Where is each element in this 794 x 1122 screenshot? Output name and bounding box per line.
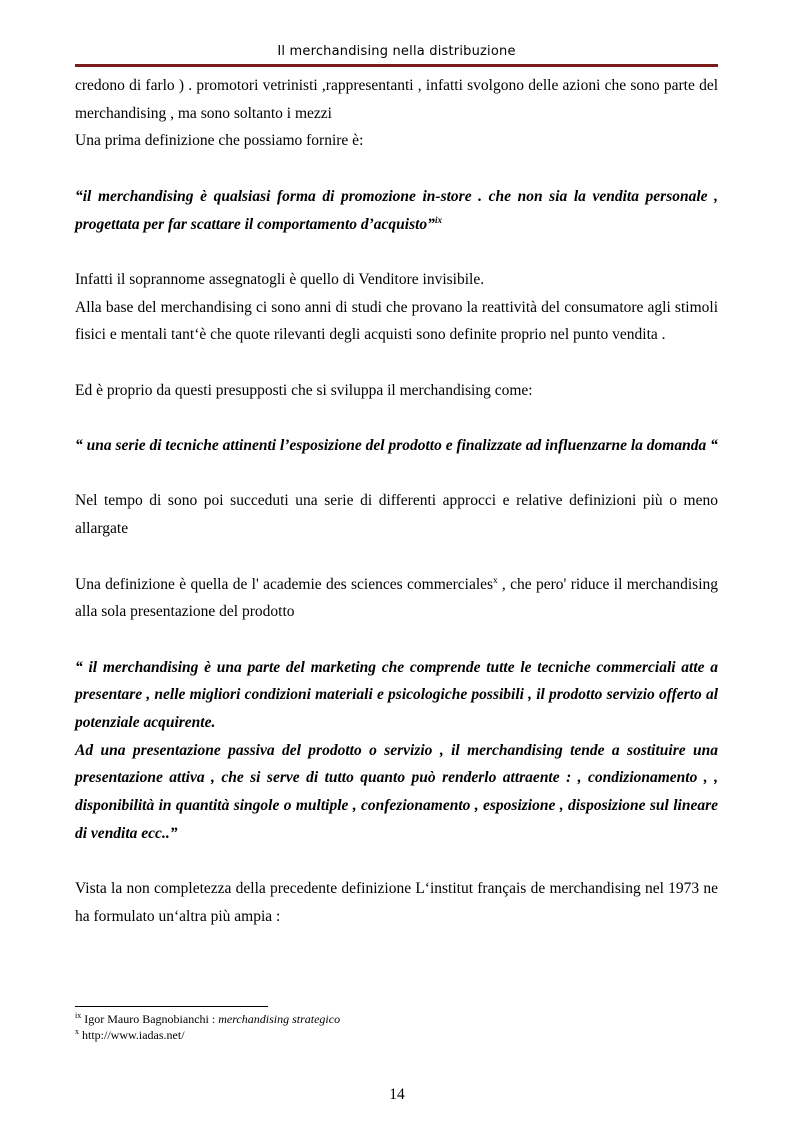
paragraph-nickname: Infatti il soprannome assegnatogli è quello di Venditore invisibile. [75,270,485,288]
definition-quote-3a: “ il merchandising è una parte del marketing che comprende tutte le tecniche commerciali atte a presentare , nelle migliori condizioni materiali e psicologiche possibili , il prodotto servizio offerto al potenziale acquirente. [75,658,718,732]
definition-quote-1 [75,183,718,238]
paragraph-intro-definition: Una prima definizione che possiamo fornire è: [75,132,364,150]
spacer [75,404,718,432]
footnote-ref-ix: ix [434,214,442,225]
spacer [75,349,718,377]
footnote-link: http://www.iadas.net/ [79,1028,185,1042]
paragraph-academie-text-a: Una definizione è quella de l' academie des sciences commerciales [75,575,494,593]
footnotes [75,1011,718,1043]
header-rule [75,64,718,67]
footnote-text: Igor Mauro Bagnobianchi : [81,1012,219,1026]
footnote-marker: x [75,1027,79,1036]
paragraph-premises: Ed è proprio da questi presupposti che si sviluppa il merchandising come: [75,381,533,399]
page-body [75,72,718,931]
paragraph-institut: Vista la non completezza della precedente definizione L‘institut français de merchandising nel 1973 ne ha formulato un‘altra più ampia : [75,880,718,925]
definition-quote-1-text: “il merchandising è qualsiasi forma di promozione in-store . che non sia la vendita personale , progettata per far scattare il comportamento d’acquisto” [75,187,718,233]
spacer [75,626,718,654]
definition-quote-3b: Ad una presentazione passiva del prodotto o servizio , il merchandising tende a sostituire una presentazione attiva , che si serve di tutto quanto può renderlo attraente : , condizionamento , , disponibilità in quantità singole o multiple , confezionamento , esposizione , disposizione sul lineare di vendita ecc..” [75,741,718,842]
footnote-separator [75,1006,268,1007]
footnote-ref-x: x [493,574,498,585]
definition-quote-2: “ una serie di tecniche attinenti l’esposizione del prodotto e finalizzate ad influenzarne la domanda “ [75,437,718,455]
footnote-ix [75,1011,718,1027]
spacer [75,460,718,488]
spacer [75,543,718,571]
paragraph-approaches: Nel tempo di sono poi succeduti una serie di differenti approcci e relative definizioni più o meno allargate [75,492,718,538]
paragraph-continuation: credono di farlo ) . promotori vetrinisti ,rappresentanti , infatti svolgono delle azioni che sono parte del merchandising , ma sono soltanto i mezzi [75,77,718,122]
spacer [75,155,718,183]
footnote-x [75,1027,718,1043]
running-header: Il merchandising nella distribuzione [277,44,516,59]
footnote-book-title: merchandising strategico [218,1012,341,1026]
paragraph-academie-text-b: , che pero' riduce il merchandising alla sola presentazione del prodotto [75,575,719,621]
paragraph-academie [75,571,718,626]
spacer [75,848,718,876]
spacer [75,238,718,266]
paragraph-studies: Alla base del merchandising ci sono anni di studi che provano la reattività del consumatore agli stimoli fisici e mentali tant‘è che quote rilevanti degli acquisti sono definite proprio nel punto vendita . [75,298,718,344]
page-number: 14 [389,1086,405,1103]
footnote-marker: ix [75,1011,82,1020]
